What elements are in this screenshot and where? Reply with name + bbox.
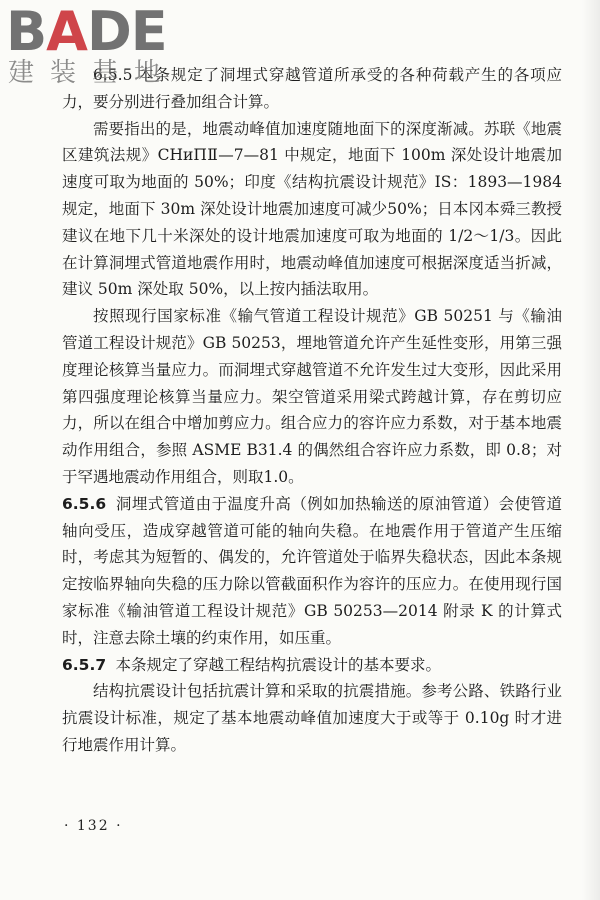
clause-number: 6.5.7	[62, 655, 107, 674]
paragraph-seismic-depth: 需要指出的是，地震动峰值加速度随地面下的深度渐减。苏联《地震区建筑法规》СНиПⅡ—7—81 中规定，地面下 100m 深处设计地震加速度可取为地面的 50%；印度《结构抗震设计规范》IS：1893—1984 规定，地面下 30m 深处设计地震加速度可减少50%；日本冈本舜三教授建议在地下几十米深处的设计地震加速度可取为地面的 1/2～1/3。因此在计算洞埋式管道地震作用时，地震动峰值加速度可根据深度适当折减，建议 50m 深处取 50%，以上按内插法取用。	[62, 119, 562, 299]
page-number: · 132 ·	[64, 818, 123, 834]
logo-chinese-text: 建装基地	[8, 58, 177, 88]
clause-text: 洞埋式管道由于温度升高（例如加热输送的原油管道）会使管道轴向受压，造成穿越管道可能的轴向失稳。在地震作用于管道产生压缩时，考虑其为短暂的、偶发的，允许管道处于临界失稳状态，因此本条规定按临界轴向失稳的压力除以管截面积作为容许的压应力。在使用现行国家标准《输油管道工程设计规范》GB 50253—2014 附录 K 的计算式时，注意去除土壤的约束作用，如压重。	[62, 494, 562, 647]
clause-6-5-7	[62, 652, 562, 679]
body-text	[62, 62, 562, 759]
clause-number: 6.5.6	[62, 494, 107, 513]
paragraph-6-5-5: 6.5.5 本条规定了洞埋式穿越管道所承受的各种荷载产生的各项应力，要分别进行叠加组合计算。	[62, 66, 562, 111]
paragraph-strength-theory: 按照现行国家标准《输气管道工程设计规范》GB 50251 与《输油管道工程设计规范》GB 50253，埋地管道允许产生延性变形，用第三强度理论核算当量应力。而洞埋式穿越管道不允许发生过大变形，因此采用第四强度理论核算当量应力。架空管道采用梁式跨越计算，存在剪切应力，所以在组合中增加剪应力。组合应力的容许应力系数，对于基本地震动作用组合，参照 ASME B31.4 的偶然组合容许应力系数，即 0.8；对于罕遇地震动作用组合，则取1.0。	[62, 307, 562, 486]
logo-wordmark: BADE	[6, 0, 167, 63]
paragraph-seismic-design: 结构抗震设计包括抗震计算和采取的抗震措施。参考公路、铁路行业抗震设计标准，规定了基本地震动峰值加速度大于或等于 0.10g 时才进行地震作用计算。	[62, 682, 562, 754]
clause-text: 本条规定了穿越工程结构抗震设计的基本要求。	[115, 655, 441, 674]
clause-6-5-6	[62, 491, 562, 652]
